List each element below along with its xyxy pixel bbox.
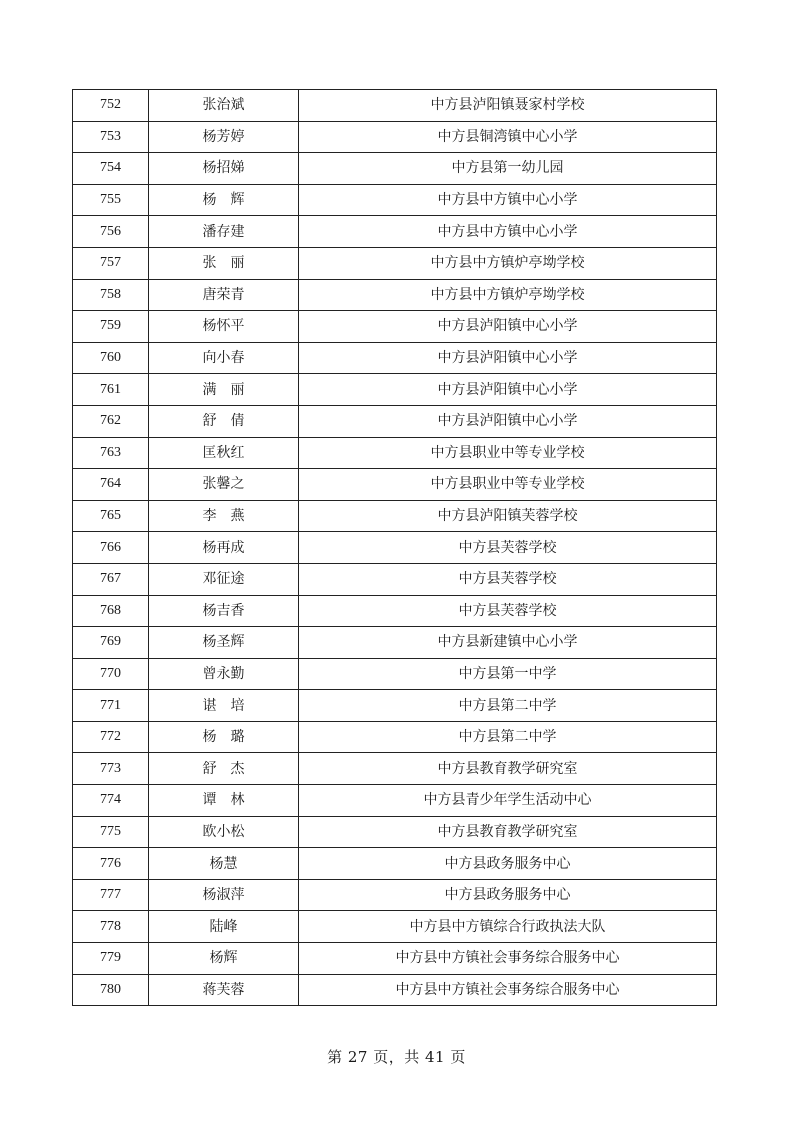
row-number: 752: [73, 90, 149, 122]
table-row: [73, 721, 717, 753]
row-number: 756: [73, 216, 149, 248]
person-name: 满 丽: [149, 374, 299, 406]
work-unit: 中方县教育教学研究室: [299, 816, 717, 848]
table-row: [73, 90, 717, 122]
work-unit: 中方县中方镇炉亭坳学校: [299, 247, 717, 279]
work-unit: 中方县中方镇综合行政执法大队: [299, 911, 717, 943]
person-name: 杨芳婷: [149, 121, 299, 153]
table-row: [73, 627, 717, 659]
row-number: 757: [73, 247, 149, 279]
person-name: 杨慧: [149, 848, 299, 880]
person-name: 杨再成: [149, 532, 299, 564]
row-number: 779: [73, 943, 149, 975]
table-row: [73, 753, 717, 785]
row-number: 764: [73, 469, 149, 501]
table-row: [73, 247, 717, 279]
person-name: 杨淑萍: [149, 879, 299, 911]
table-row: [73, 911, 717, 943]
work-unit: 中方县芙蓉学校: [299, 532, 717, 564]
work-unit: 中方县中方镇社会事务综合服务中心: [299, 943, 717, 975]
work-unit: 中方县中方镇中心小学: [299, 216, 717, 248]
work-unit: 中方县泸阳镇中心小学: [299, 311, 717, 343]
work-unit: 中方县青少年学生活动中心: [299, 785, 717, 817]
work-unit: 中方县职业中等专业学校: [299, 437, 717, 469]
work-unit: 中方县第一中学: [299, 658, 717, 690]
row-number: 776: [73, 848, 149, 880]
work-unit: 中方县第二中学: [299, 690, 717, 722]
work-unit: 中方县第一幼儿园: [299, 153, 717, 185]
person-name: 张馨之: [149, 469, 299, 501]
row-number: 774: [73, 785, 149, 817]
work-unit: 中方县新建镇中心小学: [299, 627, 717, 659]
person-name: 向小春: [149, 342, 299, 374]
row-number: 754: [73, 153, 149, 185]
table-row: [73, 658, 717, 690]
person-name: 蒋芙蓉: [149, 974, 299, 1006]
row-number: 766: [73, 532, 149, 564]
person-name: 张治斌: [149, 90, 299, 122]
row-number: 753: [73, 121, 149, 153]
person-name: 谭 林: [149, 785, 299, 817]
table-row: [73, 785, 717, 817]
person-name: 陆峰: [149, 911, 299, 943]
work-unit: 中方县铜湾镇中心小学: [299, 121, 717, 153]
row-number: 767: [73, 563, 149, 595]
table-row: [73, 279, 717, 311]
person-name: 舒 杰: [149, 753, 299, 785]
work-unit: 中方县芙蓉学校: [299, 563, 717, 595]
person-name: 杨辉: [149, 943, 299, 975]
table-row: [73, 121, 717, 153]
table-row: [73, 943, 717, 975]
row-number: 765: [73, 500, 149, 532]
person-name: 杨 璐: [149, 721, 299, 753]
work-unit: 中方县中方镇社会事务综合服务中心: [299, 974, 717, 1006]
table-row: [73, 595, 717, 627]
person-name: 谌 培: [149, 690, 299, 722]
table-row: [73, 690, 717, 722]
table-row: [73, 848, 717, 880]
table-row: [73, 816, 717, 848]
work-unit: 中方县政务服务中心: [299, 879, 717, 911]
row-number: 771: [73, 690, 149, 722]
person-name: 杨怀平: [149, 311, 299, 343]
work-unit: 中方县泸阳镇芙蓉学校: [299, 500, 717, 532]
work-unit: 中方县中方镇炉亭坳学校: [299, 279, 717, 311]
person-name: 唐荣青: [149, 279, 299, 311]
work-unit: 中方县中方镇中心小学: [299, 184, 717, 216]
work-unit: 中方县职业中等专业学校: [299, 469, 717, 501]
person-name: 欧小松: [149, 816, 299, 848]
table-row: [73, 974, 717, 1006]
table-row: [73, 532, 717, 564]
person-name: 李 燕: [149, 500, 299, 532]
row-number: 770: [73, 658, 149, 690]
person-name: 曾永勤: [149, 658, 299, 690]
table-row: [73, 563, 717, 595]
work-unit: 中方县泸阳镇中心小学: [299, 405, 717, 437]
person-name: 潘存建: [149, 216, 299, 248]
table-row: [73, 342, 717, 374]
work-unit: 中方县教育教学研究室: [299, 753, 717, 785]
table-row: [73, 311, 717, 343]
table-row: [73, 437, 717, 469]
row-number: 761: [73, 374, 149, 406]
row-number: 769: [73, 627, 149, 659]
table-row: [73, 469, 717, 501]
table-row: [73, 405, 717, 437]
work-unit: 中方县第二中学: [299, 721, 717, 753]
row-number: 758: [73, 279, 149, 311]
person-name: 杨 辉: [149, 184, 299, 216]
work-unit: 中方县泸阳镇中心小学: [299, 342, 717, 374]
row-number: 759: [73, 311, 149, 343]
row-number: 775: [73, 816, 149, 848]
row-number: 760: [73, 342, 149, 374]
row-number: 778: [73, 911, 149, 943]
person-name: 匡秋红: [149, 437, 299, 469]
person-name: 舒 倩: [149, 405, 299, 437]
person-name: 邓征途: [149, 563, 299, 595]
roster-table-body: [73, 90, 717, 1006]
table-row: [73, 879, 717, 911]
person-name: 杨圣辉: [149, 627, 299, 659]
table-row: [73, 216, 717, 248]
person-name: 张 丽: [149, 247, 299, 279]
work-unit: 中方县泸阳镇中心小学: [299, 374, 717, 406]
work-unit: 中方县芙蓉学校: [299, 595, 717, 627]
person-name: 杨招娣: [149, 153, 299, 185]
work-unit: 中方县政务服务中心: [299, 848, 717, 880]
row-number: 777: [73, 879, 149, 911]
page-footer: 第 27 页，共 41 页: [327, 1048, 466, 1066]
table-row: [73, 500, 717, 532]
row-number: 763: [73, 437, 149, 469]
row-number: 762: [73, 405, 149, 437]
row-number: 768: [73, 595, 149, 627]
row-number: 755: [73, 184, 149, 216]
row-number: 780: [73, 974, 149, 1006]
table-row: [73, 153, 717, 185]
roster-table: [72, 89, 717, 1006]
table-row: [73, 374, 717, 406]
work-unit: 中方县泸阳镇聂家村学校: [299, 90, 717, 122]
row-number: 773: [73, 753, 149, 785]
row-number: 772: [73, 721, 149, 753]
table-row: [73, 184, 717, 216]
person-name: 杨吉香: [149, 595, 299, 627]
